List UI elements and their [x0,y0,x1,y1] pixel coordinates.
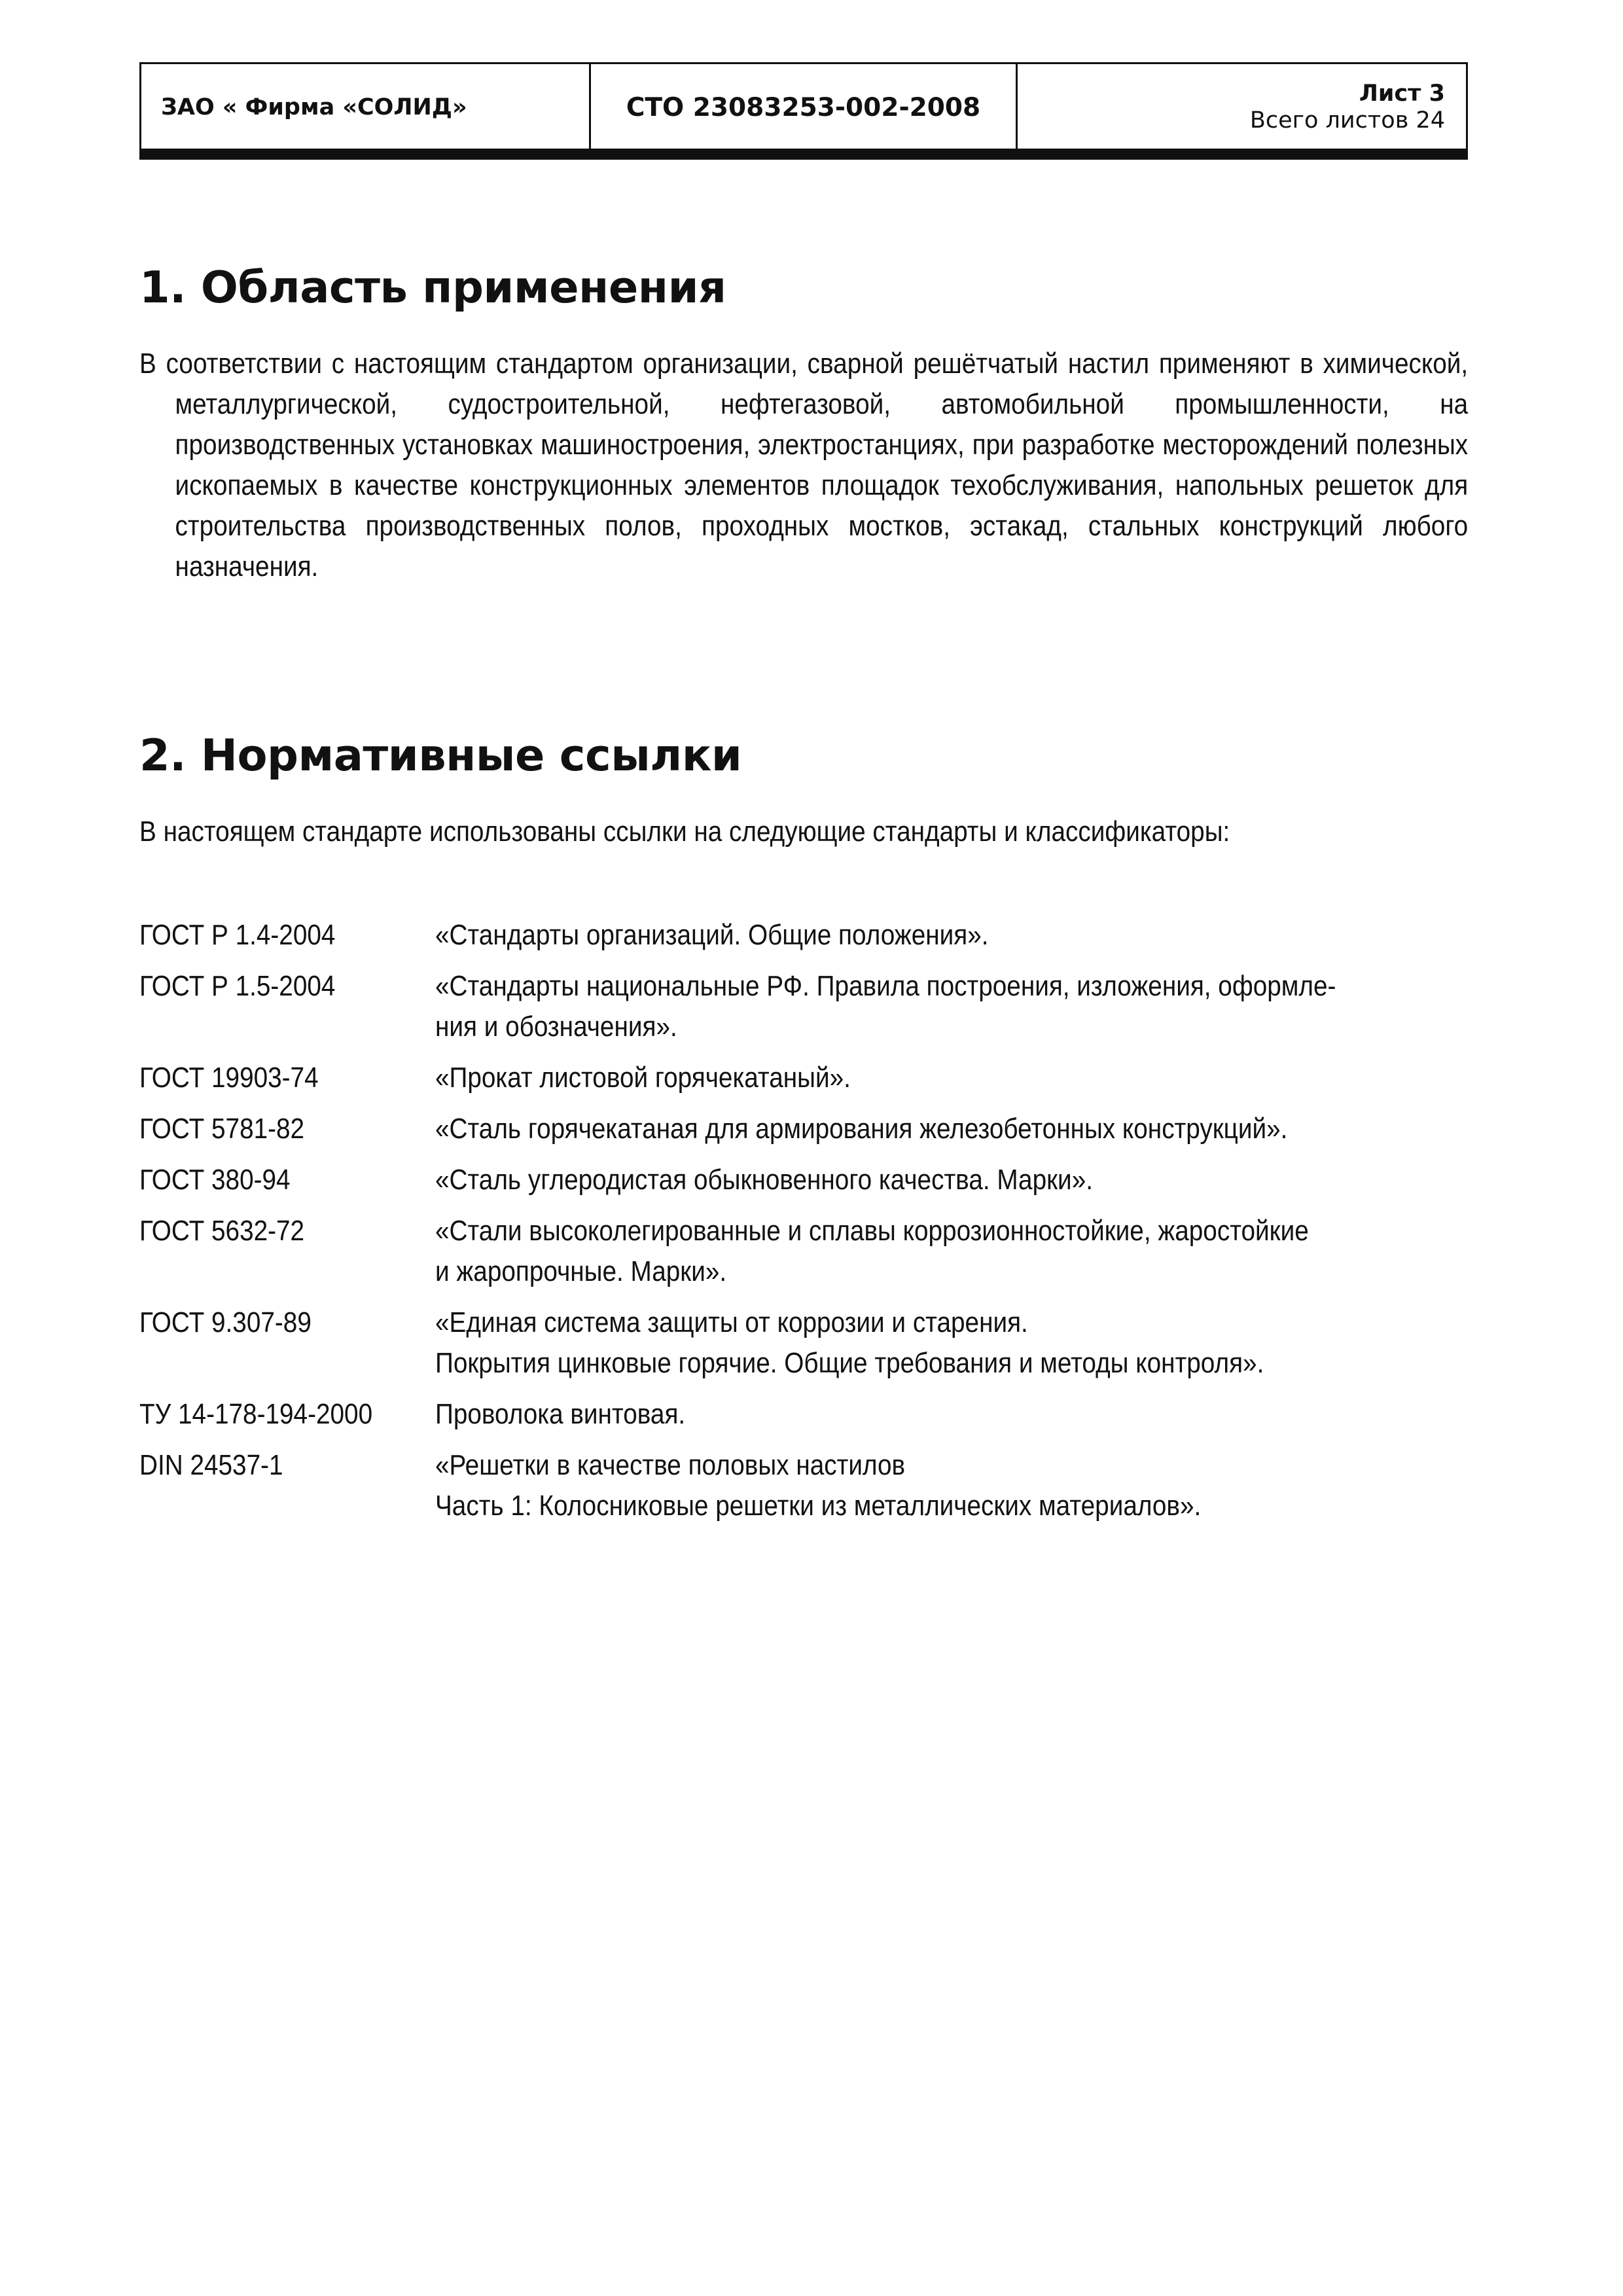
reference-code-text: ГОСТ 380-94 [139,1164,291,1196]
reference-code-text: ГОСТ 19903-74 [139,1062,319,1094]
reference-code-text: ГОСТ 5781-82 [139,1113,305,1145]
reference-code-text: ГОСТ 5632-72 [139,1215,305,1247]
reference-title-line: «Единая система защиты от коррозии и старения. [435,1306,1028,1338]
reference-title-line: «Стандарты организаций. Общие положения». [435,919,989,951]
reference-row [139,1160,1468,1200]
reference-title-line: «Прокат листовой горячекатаный». [435,1062,851,1094]
header-organization-cell [141,64,591,151]
reference-code [139,1109,435,1149]
section-1-paragraph: В соответствии с настоящим стандартом организации, сварной решётчатый настил применяют в химической, металлургической, судостроительной, нефтегазовой, автомобильной промышленности, на производственных установках машиностроения, электростанциях, при разработке месторождений полезных ископаемых в качестве конструкционных элементов площадок техобслуживания, напольных решеток для строительства производственных полов, проходных мостков, эстакад, стальных конструкций любого назначения. [139,348,1469,583]
reference-title [435,1302,1468,1384]
reference-title-line: и жаропрочные. Марки». [435,1255,727,1287]
reference-title-line: Покрытия цинковые горячие. Общие требования и методы контроля». [435,1347,1264,1379]
reference-code-text: DIN 24537-1 [139,1449,283,1481]
reference-title [435,1109,1468,1149]
reference-title-line: ния и обозначения». [435,1011,677,1043]
reference-code-text: ГОСТ Р 1.4-2004 [139,919,336,951]
reference-code [139,1058,435,1098]
reference-title-line: Проволока винтовая. [435,1398,686,1430]
reference-code [139,1160,435,1200]
reference-title-line: «Сталь углеродистая обыкновенного качества. Марки». [435,1164,1093,1196]
reference-row [139,1211,1468,1292]
reference-title [435,966,1468,1047]
reference-code [139,966,435,1047]
reference-code [139,1302,435,1384]
total-sheets: Всего листов 24 [1249,107,1445,134]
reference-row [139,915,1468,956]
reference-code-text: ТУ 14-178-194-2000 [139,1398,373,1430]
sheet-number: Лист 3 [1359,80,1445,107]
reference-title-line: «Стали высоколегированные и сплавы коррозионностойкие, жаростойкие [435,1215,1309,1247]
page-header [139,62,1468,151]
reference-title [435,1160,1468,1200]
section-1-heading: 1. Область применения [139,262,726,313]
organization-name: ЗАО « Фирма «СОЛИД» [161,94,467,120]
reference-code-text: ГОСТ Р 1.5-2004 [139,970,336,1002]
reference-title [435,1211,1468,1292]
reference-code [139,1211,435,1292]
reference-code-text: ГОСТ 9.307-89 [139,1306,312,1338]
section-2-heading: 2. Нормативные ссылки [139,730,742,781]
reference-code [139,915,435,956]
reference-title [435,1394,1468,1435]
reference-row [139,1109,1468,1149]
document-code: СТО 23083253-002-2008 [626,92,981,122]
reference-title [435,1445,1468,1526]
reference-code [139,1445,435,1526]
header-document-cell [591,64,1018,151]
reference-title-line: Часть 1: Колосниковые решетки из металлических материалов». [435,1490,1202,1522]
reference-title [435,915,1468,956]
reference-title [435,1058,1468,1098]
reference-code [139,1394,435,1435]
reference-title-line: «Сталь горячекатаная для армирования железобетонных конструкций». [435,1113,1288,1145]
reference-row [139,1445,1468,1526]
references-list [139,915,1468,1537]
reference-row [139,1058,1468,1098]
reference-row [139,1394,1468,1435]
section-2-intro: В настоящем стандарте использованы ссылки на следующие стандарты и классификаторы: [139,816,1230,848]
reference-row [139,1302,1468,1384]
reference-row [139,966,1468,1047]
reference-title-line: «Стандарты национальные РФ. Правила построения, изложения, оформле- [435,970,1336,1002]
header-sheet-cell [1018,64,1466,151]
reference-title-line: «Решетки в качестве половых настилов [435,1449,906,1481]
header-bottom-rule [139,149,1468,160]
